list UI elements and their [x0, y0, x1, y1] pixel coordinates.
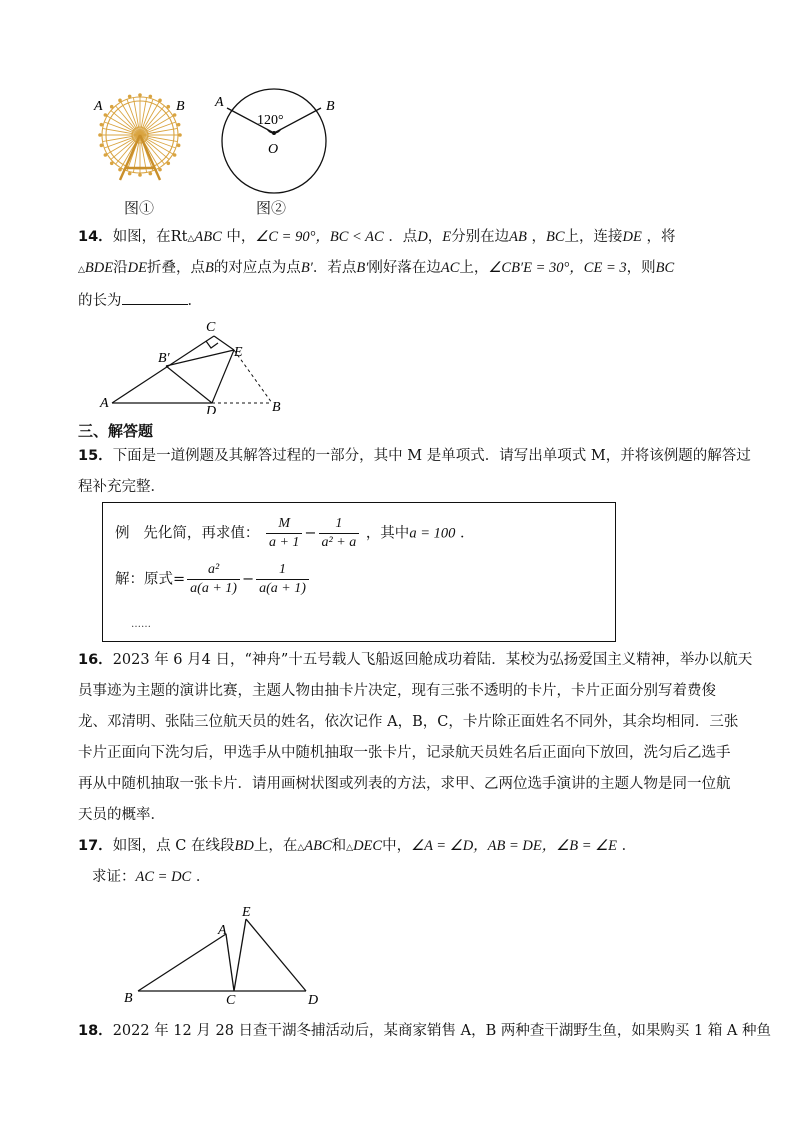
ferris-cabin	[149, 172, 153, 176]
q16-line2: 员事迹为主题的演讲比赛，主题人物由抽卡片决定，现有三张不透明的卡片，卡片正面分别写着费俊	[78, 683, 716, 699]
ferris-cabin	[128, 172, 132, 176]
circle-angle-label: 120°	[257, 113, 284, 128]
ferris-cabin	[118, 99, 122, 103]
answer-blank	[122, 290, 188, 305]
q16-line5: 再从中随机抽取一张卡片．请用画树状图或列表的方法，求甲、乙两位选手演讲的主题人物是同一位航	[78, 776, 731, 792]
ferris-label-a: A	[94, 99, 103, 114]
q14-line2: △BDE沿DE折叠，点B的对应点为点B′．若点B′刚好落在边AC上，∠CB′E = 30°，CE = 3，则BC	[78, 260, 675, 276]
sol-frac-2: $\frac{1}{a(a + 1)}$	[256, 561, 309, 598]
circle-angle-drawing	[212, 88, 344, 196]
ferris-cabin	[166, 161, 170, 165]
ferris-cabin	[98, 133, 102, 137]
q16-line3: 龙、邓清明、张陆三位航天员的姓名，依次记作 A，B，C，卡片除正面姓名不同外，其余均相同．三张	[78, 714, 739, 730]
q14-line1: 14．如图，在Rt△ABC 中，∠C = 90°，BC < AC ．点D，E分别在边AB ，BC上，连接DE ，将	[78, 229, 676, 245]
ferris-cabin	[138, 93, 142, 97]
example-line: 例 先化简，再求值： $\frac{M}{a + 1}$ − $\frac{1}{\text{a² + a}}$ ，其中a = 100 ．	[115, 516, 475, 550]
fig2-caption: 图②	[256, 199, 287, 217]
q14-figure	[96, 314, 296, 414]
q17-label-a: A	[218, 923, 227, 938]
q17-triangles-drawing	[116, 900, 328, 1008]
ferris-cabin	[166, 105, 170, 109]
fig1-caption: 图①	[124, 199, 155, 217]
ferris-cabin	[100, 123, 104, 127]
frac-one: $\frac{1}{\text{a² + a}}$	[319, 515, 360, 552]
q17-label-d: D	[308, 993, 319, 1008]
ferris-cabin	[104, 153, 108, 157]
ferris-cabin	[138, 173, 142, 177]
ferris-cabin	[178, 133, 182, 137]
q14-triangle-drawing	[96, 314, 296, 414]
ferris-cabin	[173, 153, 177, 157]
q15-line1: 15．下面是一道例题及其解答过程的一部分，其中 M 是单项式．请写出单项式 M，并将该例题的解答过	[78, 448, 751, 464]
q14-label-bprime: B′	[158, 351, 170, 366]
q15-number: 15．	[78, 448, 113, 464]
sol-frac-1: $\frac{\text{a²}}{a(a + 1)}$	[187, 561, 240, 598]
q17-number: 17．	[78, 838, 113, 854]
q15-example-box	[102, 502, 616, 642]
q18-line1: 18．2022 年 12 月 28 日查干湖冬捕活动后，某商家销售 A，B 两种查干湖野生鱼，如果购买 1 箱 A 种鱼	[78, 1023, 772, 1039]
q17-label-e: E	[242, 905, 251, 920]
ferris-cabin	[110, 161, 114, 165]
q14-label-b: B	[272, 400, 281, 414]
q14-label-e: E	[234, 345, 243, 360]
ferris-wheel-drawing	[90, 90, 200, 190]
q14-label-c: C	[206, 320, 216, 335]
ferris-label-b: B	[176, 99, 185, 114]
ferris-cabin	[158, 168, 162, 172]
ferris-cabin	[118, 168, 122, 172]
solution-line: 解：原式= $\frac{\text{a²}}{a(a + 1)}$ − $\frac{1}{a(a + 1)}$	[115, 561, 311, 598]
ferris-cabin	[149, 95, 153, 99]
q15-line2: 程补充完整．	[78, 479, 165, 495]
q16-line1: 16．2023 年 6 月4 日，“神舟”十五号载人飞船返回舱成功着陆．某校为弘扬爱国主义精神，举办以航天	[78, 652, 753, 668]
q16-line6: 天员的概率．	[78, 807, 165, 823]
q17-label-c: C	[226, 993, 236, 1008]
q14-label-d: D	[206, 404, 217, 414]
ferris-cabin	[128, 95, 132, 99]
ferris-cabin	[158, 99, 162, 103]
q14-label-a: A	[100, 396, 109, 411]
ferris-cabin	[100, 144, 104, 148]
q17-line2: 求证：AC = DC ．	[92, 869, 211, 885]
ferris-cabin	[177, 144, 181, 148]
ellipsis: ……	[131, 619, 151, 630]
ferris-cabin	[104, 113, 108, 117]
q17-line1: 17．如图，点 C 在线段BD上，在△ABC和△DEC中，∠A = ∠D，AB = DE，∠B = ∠E ．	[78, 838, 637, 854]
section-title: 三、解答题	[78, 422, 154, 440]
ferris-cabin	[177, 123, 181, 127]
q17-label-b: B	[124, 991, 133, 1006]
circle-label-a: A	[215, 95, 224, 110]
ferris-cabin	[110, 105, 114, 109]
q16-line4: 卡片正面向下洗匀后，甲选手从中随机抽取一张卡片，记录航天员姓名后正面向下放回，洗匀后乙选手	[78, 745, 731, 761]
circle-label-o: O	[268, 142, 279, 157]
circle-figure	[212, 88, 344, 196]
q17-figure	[116, 900, 328, 1008]
q18-number: 18．	[78, 1023, 113, 1039]
frac-m: $\frac{M}{a + 1}$	[266, 515, 302, 552]
ferris-wheel-figure	[90, 90, 200, 190]
circle-label-b: B	[326, 99, 335, 114]
q14-number: 14．	[78, 229, 113, 245]
q16-number: 16．	[78, 652, 113, 668]
q14-line3: 的长为 ．	[78, 290, 202, 311]
